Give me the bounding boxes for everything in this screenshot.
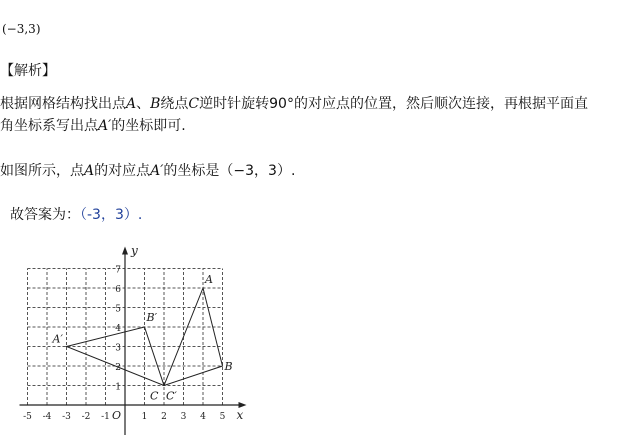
explanation-line-2: 角坐标系写出点A′的坐标即可.	[0, 118, 186, 134]
x-tick-label: 3	[180, 412, 187, 422]
point-label-b: B	[224, 360, 233, 373]
final-answer: 故答案为：（-3，3）.	[10, 207, 143, 223]
x-tick-label: 2	[161, 412, 167, 422]
point-label-a: A	[205, 273, 213, 286]
triangle-abc	[164, 288, 223, 386]
x-tick-label: 5	[219, 412, 226, 422]
y-axis-arrow	[122, 247, 128, 255]
y-tick-label: 5	[115, 304, 121, 315]
point-label-a-prime: A′	[52, 332, 63, 346]
explanation-line-3: 如图所示，点A的对应点A′的坐标是（−3，3）.	[0, 163, 296, 179]
answer-top: (−3,3)	[2, 22, 41, 36]
x-tick-label: -3	[62, 412, 71, 422]
y-tick-label: 2	[115, 363, 121, 373]
x-tick-label: -2	[81, 412, 91, 422]
x-tick-label: 4	[200, 412, 206, 422]
x-axis-label: x	[236, 408, 244, 422]
y-tick-label: 1	[115, 382, 121, 393]
y-axis-label: y	[131, 243, 138, 258]
point-label-b-prime: B′	[146, 311, 158, 324]
section-title: 【解析】	[0, 63, 56, 79]
y-tick-label: 6	[115, 285, 121, 295]
point-label-c-prime: C′	[166, 389, 177, 403]
explanation-line-1: 根据网格结构找出点A、B绕点C逆时针旋转90°的对应点的位置，然后顺次连接，再根据平面直	[0, 96, 588, 112]
coordinate-figure	[12, 240, 262, 440]
triangle-a1b1c1	[67, 327, 165, 386]
x-tick-label: -5	[23, 412, 32, 422]
y-tick-label: 7	[115, 265, 121, 276]
origin-label: O	[112, 409, 122, 422]
point-label-c: C	[150, 389, 159, 403]
y-tick-label: 4	[115, 324, 121, 334]
x-tick-label: -4	[42, 412, 52, 422]
x-tick-label: 1	[141, 412, 148, 422]
x-tick-label: -1	[101, 412, 110, 422]
y-tick-label: 3	[115, 343, 121, 354]
